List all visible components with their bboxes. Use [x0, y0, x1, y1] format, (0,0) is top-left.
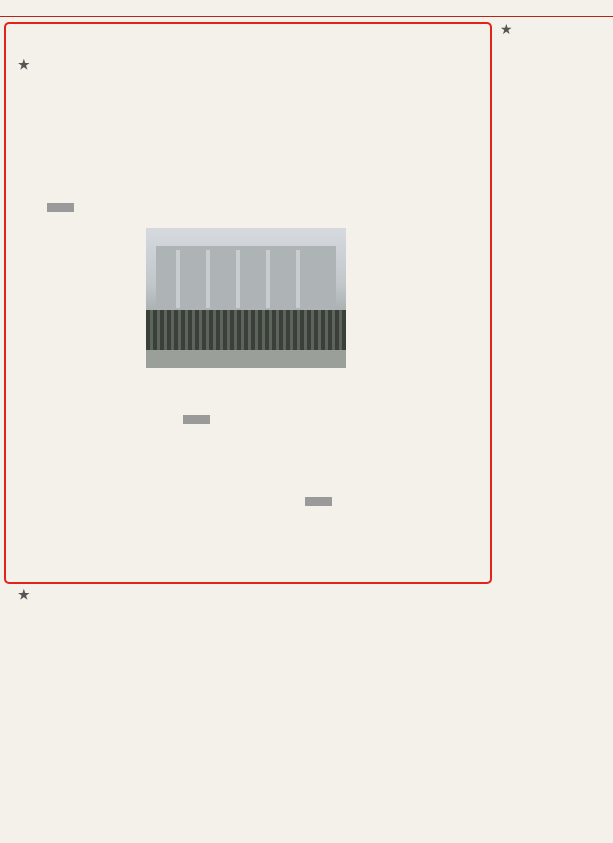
column-shape	[236, 250, 240, 308]
subhead-tag	[47, 203, 74, 212]
ground-shape	[146, 350, 346, 368]
star-icon: ★	[500, 22, 513, 38]
column-shape	[296, 250, 300, 308]
subhead-tag	[183, 415, 210, 424]
page-header	[0, 0, 613, 17]
crowd-shape	[146, 310, 346, 350]
story-photo	[146, 228, 346, 368]
column-shape	[266, 250, 270, 308]
subhead-tag	[305, 497, 332, 506]
building-shape	[156, 246, 336, 310]
column-shape	[176, 250, 180, 308]
column-shape	[206, 250, 210, 308]
